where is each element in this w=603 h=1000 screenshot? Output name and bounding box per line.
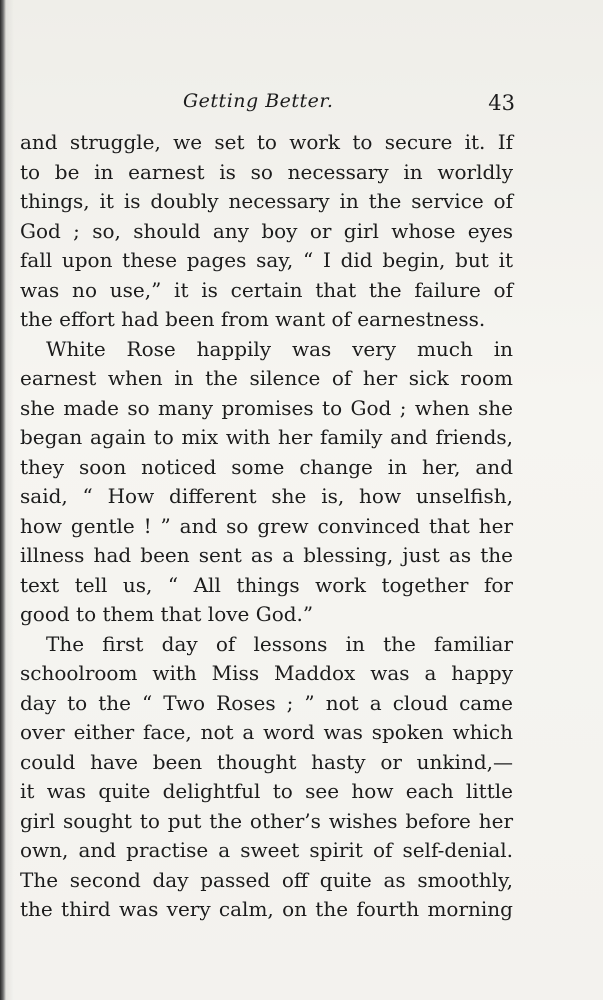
text-line: could have been thought hasty or unkind,— xyxy=(20,749,513,774)
text-line: earnest when in the silence of her sick room xyxy=(20,366,513,390)
text-line: girl sought to put the other’s wishes before her xyxy=(20,808,513,833)
text-line: God ; so, should any boy or girl whose eyes xyxy=(20,218,513,243)
text-line: said, “ How different she is, how unselfish, xyxy=(20,484,513,508)
text-line: she made so many promises to God ; when she xyxy=(20,395,513,420)
text-line: The first day of lessons in the familiar xyxy=(46,631,513,656)
text-line: over either face, not a word was spoken which xyxy=(20,720,513,744)
text-line: things, it is doubly necessary in the service of xyxy=(20,189,513,213)
text-line: they soon noticed some change in her, and xyxy=(20,454,513,479)
text-line: schoolroom with Miss Maddox was a happy xyxy=(20,661,513,685)
text-line: day to the “ Two Roses ; ” not a cloud came xyxy=(20,690,513,715)
text-line: and struggle, we set to work to secure it. If xyxy=(20,130,513,154)
page-number: 43 xyxy=(488,91,515,115)
text-line: good to them that love God.” xyxy=(20,602,314,626)
running-head xyxy=(20,88,515,122)
text-line: the third was very calm, on the fourth morning xyxy=(20,897,513,921)
text-line: was no use,” it is certain that the failure of xyxy=(20,277,513,302)
text-line: how gentle ! ” and so grew convinced that her xyxy=(20,513,513,538)
text-line: text tell us, “ All things work together for xyxy=(20,572,513,597)
text-line: White Rose happily was very much in xyxy=(46,336,513,361)
running-title: Getting Better. xyxy=(183,90,334,112)
text-line: The second day passed off quite as smoothly, xyxy=(20,867,513,892)
body-text xyxy=(20,128,513,925)
text-line: began again to mix with her family and friends, xyxy=(20,425,513,449)
text-line: the effort had been from want of earnestness. xyxy=(20,307,486,331)
text-line: fall upon these pages say, “ I did begin, but it xyxy=(20,248,513,272)
page-binding-edge xyxy=(0,0,6,1000)
text-line: it was quite delightful to see how each little xyxy=(20,779,513,803)
text-line: own, and practise a sweet spirit of self-denial. xyxy=(20,838,513,862)
text-line: illness had been sent as a blessing, just as the xyxy=(20,543,513,567)
text-line: to be in earnest is so necessary in worldly xyxy=(20,159,513,184)
